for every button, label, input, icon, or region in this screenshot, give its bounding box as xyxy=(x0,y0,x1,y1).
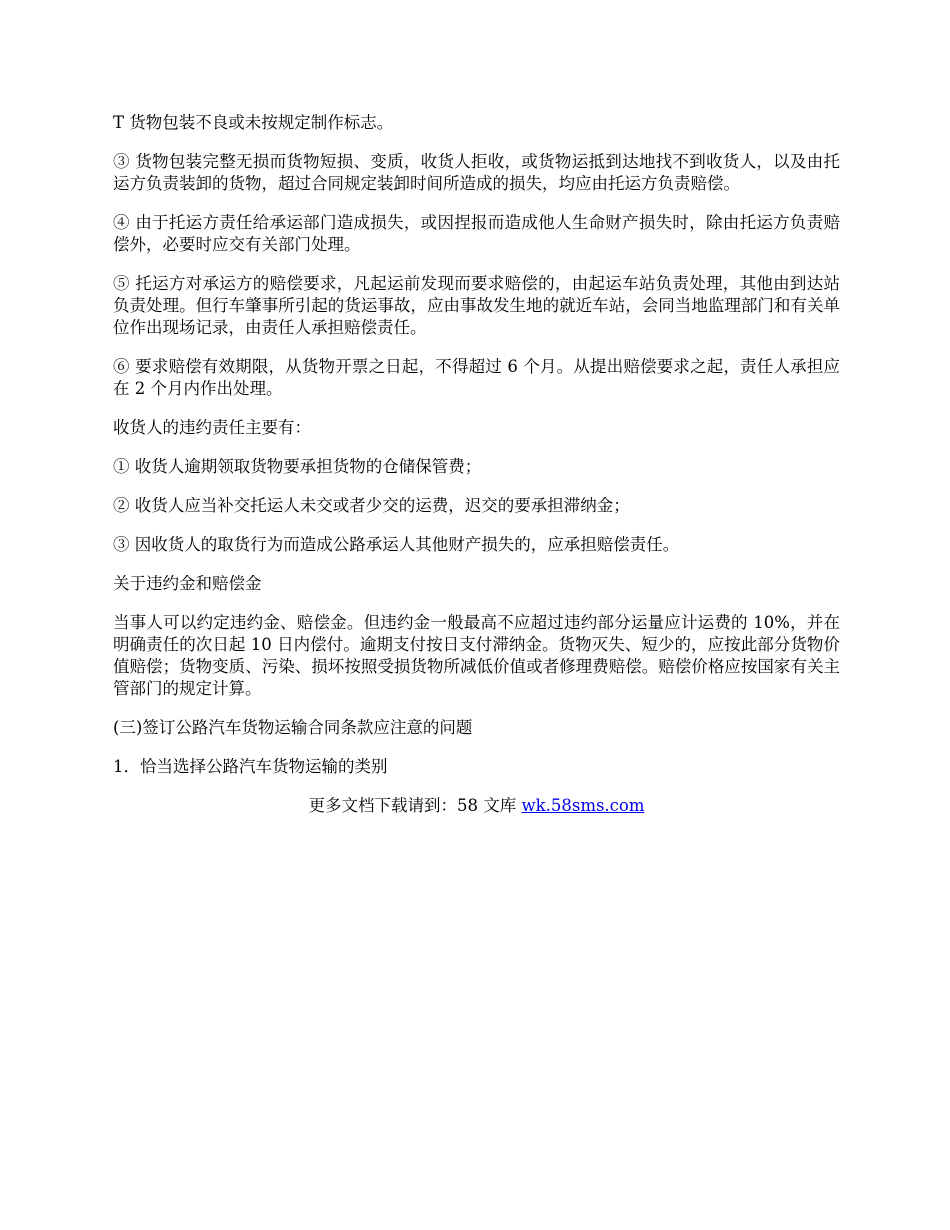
paragraph-consignee-item-1: ① 收货人逾期领取货物要承担货物的仓储保管费； xyxy=(113,457,482,476)
paragraph-shipper-liability-3: ③ 货物包装完整无损而货物短损、变质，收货人拒收，或货物运抵到达地找不到收货人，以及由托运方负责装卸的货物，超过合同规定装卸时间所造成的损失，均应由托运方负责赔偿。 xyxy=(113,152,840,193)
download-footer xyxy=(113,795,840,817)
footer-link[interactable]: wk.58sms.com xyxy=(521,796,645,815)
paragraph-consignee-item-3: ③ 因收货人的取货行为而造成公路承运人其他财产损失的，应承担赔偿责任。 xyxy=(113,535,680,554)
paragraph-consignee-heading: 收货人的违约责任主要有： xyxy=(113,418,311,437)
paragraph-shipper-liability-6: ⑥ 要求赔偿有效期限，从货物开票之日起，不得超过 6 个月。从提出赔偿要求之起，责任人承担应在 2 个月内作出处理。 xyxy=(113,357,840,398)
paragraph-shipper-liability-4: ④ 由于托运方责任给承运部门造成损失，或因捏报而造成他人生命财产损失时，除由托运方负责赔偿外，必要时应交有关部门处理。 xyxy=(113,213,840,254)
document-page xyxy=(113,112,840,817)
paragraph-penalty-body: 当事人可以约定违约金、赔偿金。但违约金一般最高不应超过违约部分运量应计运费的 10%，并在明确责任的次日起 10 日内偿付。逾期支付按日支付滞纳金。货物灭失、短少的，应按此部分货物价值赔偿；货物变质、污染、损坏按照受损货物所减低价值或者修理费赔偿。赔偿价格应按国家有关主管部门的规定计算。 xyxy=(113,613,840,698)
paragraph-shipper-liability-5: ⑤ 托运方对承运方的赔偿要求，凡起运前发现而要求赔偿的，由起运车站负责处理，其他由到达站负责处理。但行车肇事所引起的货运事故，应由事故发生地的就近车站，会同当地监理部门和有关单位作出现场记录，由责任人承担赔偿责任。 xyxy=(113,274,840,337)
paragraph-penalty-heading: 关于违约金和赔偿金 xyxy=(113,574,262,593)
footer-prefix: 更多文档下载请到：58 文库 xyxy=(308,796,522,815)
paragraph-section-3-item-1: 1．恰当选择公路汽车货物运输的类别 xyxy=(113,757,388,776)
paragraph-section-3-heading: (三)签订公路汽车货物运输合同条款应注意的问题 xyxy=(113,718,473,737)
paragraph-consignee-item-2: ② 收货人应当补交托运人未交或者少交的运费，迟交的要承担滞纳金； xyxy=(113,496,630,515)
paragraph-packaging-fault: T 货物包装不良或未按规定制作标志。 xyxy=(113,113,394,132)
